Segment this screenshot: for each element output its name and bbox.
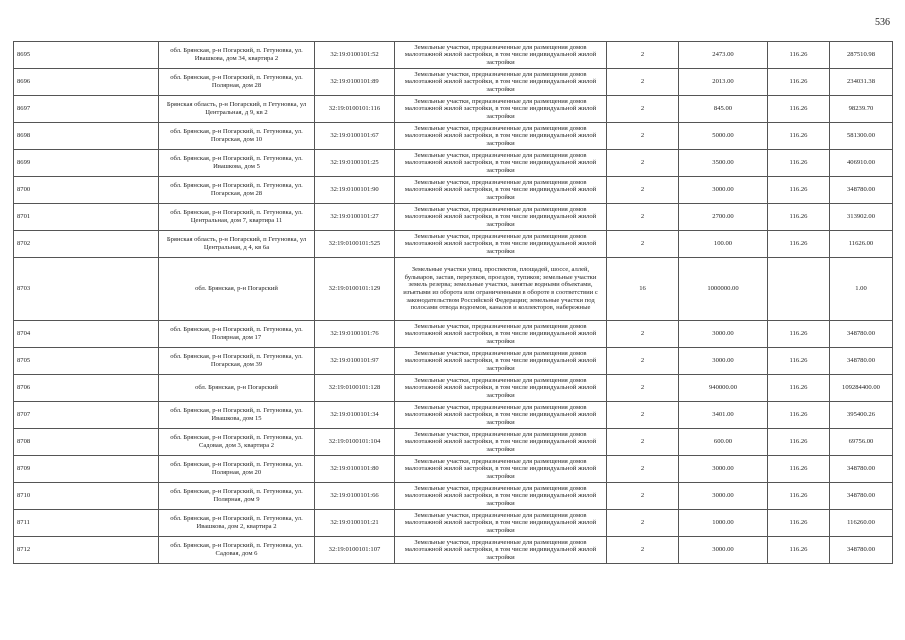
cadastral-value-cell: 348780.00 (830, 483, 893, 510)
cadastral-value-cell: 98239.70 (830, 96, 893, 123)
address-cell: обл. Брянская, р-н Погарский, п. Гетуновка, ул. Садовая, дом 6 (159, 537, 315, 564)
cadastral-value-table (13, 41, 893, 564)
land-use-cell: Земельные участки, предназначенные для размещения домов малоэтажной жилой застройки, в том числе индивидуальной жилой застройки (395, 429, 607, 456)
cadastral-number-cell: 32:19:0100101:116 (315, 96, 395, 123)
address-cell: обл. Брянская, р-н Погарский, п. Гетуновка, ул. Полярная, дом 17 (159, 321, 315, 348)
cadastral-value-cell: 11626.00 (830, 231, 893, 258)
row-number: 8703 (14, 258, 159, 321)
cadastral-number-cell: 32:19:0100101:21 (315, 510, 395, 537)
land-use-cell: Земельные участки, предназначенные для размещения домов малоэтажной жилой застройки, в том числе индивидуальной жилой застройки (395, 321, 607, 348)
cadastral-number-cell: 32:19:0100101:90 (315, 177, 395, 204)
row-number: 8696 (14, 69, 159, 96)
land-use-cell: Земельные участки, предназначенные для размещения домов малоэтажной жилой застройки, в том числе индивидуальной жилой застройки (395, 231, 607, 258)
land-use-cell: Земельные участки, предназначенные для размещения домов малоэтажной жилой застройки, в том числе индивидуальной жилой застройки (395, 96, 607, 123)
land-use-cell: Земельные участки, предназначенные для размещения домов малоэтажной жилой застройки, в том числе индивидуальной жилой застройки (395, 123, 607, 150)
cadastral-value-cell: 109284400.00 (830, 375, 893, 402)
land-use-cell: Земельные участки, предназначенные для размещения домов малоэтажной жилой застройки, в том числе индивидуальной жилой застройки (395, 348, 607, 375)
rate-cell: 116.26 (768, 204, 830, 231)
area-cell: 2013.00 (679, 69, 768, 96)
area-cell: 100.00 (679, 231, 768, 258)
address-cell: обл. Брянская, р-н Погарский, п. Гетуновка, ул. Погарская, дом 10 (159, 123, 315, 150)
row-number: 8699 (14, 150, 159, 177)
address-cell: обл. Брянская, р-н Погарский, п. Гетуновка, ул. Ивашкова, дом 34, квартира 2 (159, 42, 315, 69)
address-cell: обл. Брянская, р-н Погарский, п. Гетуновка, ул. Полярная, дом 28 (159, 69, 315, 96)
area-cell: 3000.00 (679, 321, 768, 348)
cadastral-number-cell: 32:19:0100101:27 (315, 204, 395, 231)
cadastral-value-cell: 406910.00 (830, 150, 893, 177)
group-cell: 2 (607, 456, 679, 483)
land-use-cell: Земельные участки, предназначенные для размещения домов малоэтажной жилой застройки, в том числе индивидуальной жилой застройки (395, 204, 607, 231)
cadastral-value-cell: 116260.00 (830, 510, 893, 537)
table-row (14, 204, 893, 231)
group-cell: 2 (607, 429, 679, 456)
table-row (14, 69, 893, 96)
table-row (14, 177, 893, 204)
table-row (14, 510, 893, 537)
cadastral-number-cell: 32:19:0100101:80 (315, 456, 395, 483)
table-body (14, 42, 893, 564)
rate-cell: 116.26 (768, 96, 830, 123)
cadastral-number-cell: 32:19:0100101:129 (315, 258, 395, 321)
group-cell: 2 (607, 42, 679, 69)
address-cell: обл. Брянская, р-н Погарский, п. Гетуновка, ул. Ивашкова, дом 5 (159, 150, 315, 177)
cadastral-value-cell: 313902.00 (830, 204, 893, 231)
rate-cell: 116.26 (768, 42, 830, 69)
row-number: 8698 (14, 123, 159, 150)
page-number: 536 (875, 17, 890, 28)
cadastral-value-cell: 348780.00 (830, 348, 893, 375)
rate-cell: 116.26 (768, 375, 830, 402)
table-row (14, 231, 893, 258)
area-cell: 940000.00 (679, 375, 768, 402)
table-row (14, 537, 893, 564)
land-use-cell: Земельные участки, предназначенные для размещения домов малоэтажной жилой застройки, в том числе индивидуальной жилой застройки (395, 375, 607, 402)
area-cell: 1000000.00 (679, 258, 768, 321)
cadastral-number-cell: 32:19:0100101:67 (315, 123, 395, 150)
cadastral-value-cell: 348780.00 (830, 537, 893, 564)
address-cell: обл. Брянская, р-н Погарский, п. Гетуновка, ул. Садовая, дом 3, квартира 2 (159, 429, 315, 456)
land-use-cell: Земельные участки, предназначенные для размещения домов малоэтажной жилой застройки, в том числе индивидуальной жилой застройки (395, 42, 607, 69)
rate-cell: 116.26 (768, 537, 830, 564)
table-row (14, 483, 893, 510)
cadastral-value-cell: 69756.00 (830, 429, 893, 456)
land-use-cell: Земельные участки, предназначенные для размещения домов малоэтажной жилой застройки, в том числе индивидуальной жилой застройки (395, 537, 607, 564)
address-cell: обл. Брянская, р-н Погарский (159, 375, 315, 402)
rate-cell: 116.26 (768, 510, 830, 537)
table-row (14, 456, 893, 483)
table-row (14, 96, 893, 123)
land-use-cell: Земельные участки, предназначенные для размещения домов малоэтажной жилой застройки, в том числе индивидуальной жилой застройки (395, 150, 607, 177)
row-number: 8707 (14, 402, 159, 429)
address-cell: обл. Брянская, р-н Погарский, п. Гетуновка, ул. Ивашкова, дом 2, квартира 2 (159, 510, 315, 537)
cadastral-value-cell: 348780.00 (830, 321, 893, 348)
table-row (14, 123, 893, 150)
table-row (14, 321, 893, 348)
address-cell: обл. Брянская, р-н Погарский, п. Гетуновка, ул. Ивашкова, дом 15 (159, 402, 315, 429)
table-row (14, 429, 893, 456)
row-number: 8711 (14, 510, 159, 537)
table-row (14, 375, 893, 402)
cadastral-number-cell: 32:19:0100101:104 (315, 429, 395, 456)
rate-cell: 116.26 (768, 402, 830, 429)
cadastral-number-cell: 32:19:0100101:107 (315, 537, 395, 564)
row-number: 8705 (14, 348, 159, 375)
group-cell: 2 (607, 321, 679, 348)
rate-cell: 116.26 (768, 429, 830, 456)
group-cell: 2 (607, 150, 679, 177)
group-cell: 2 (607, 483, 679, 510)
area-cell: 3000.00 (679, 456, 768, 483)
row-number: 8704 (14, 321, 159, 348)
rate-cell: 116.26 (768, 483, 830, 510)
address-cell: обл. Брянская, р-н Погарский, п. Гетуновка, ул. Полярная, дом 20 (159, 456, 315, 483)
group-cell: 16 (607, 258, 679, 321)
table-row (14, 402, 893, 429)
area-cell: 600.00 (679, 429, 768, 456)
cadastral-number-cell: 32:19:0100101:34 (315, 402, 395, 429)
land-use-cell: Земельные участки, предназначенные для размещения домов малоэтажной жилой застройки, в том числе индивидуальной жилой застройки (395, 177, 607, 204)
cadastral-value-cell: 287510.98 (830, 42, 893, 69)
row-number: 8702 (14, 231, 159, 258)
cadastral-number-cell: 32:19:0100101:66 (315, 483, 395, 510)
table-row (14, 258, 893, 321)
address-cell: обл. Брянская, р-н Погарский, п. Гетуновка, ул. Полярная, дом 9 (159, 483, 315, 510)
table-row (14, 348, 893, 375)
table-row (14, 42, 893, 69)
address-cell: Брянская область, р-н Погарский, п Гетуновка, ул Центральная, д 9, кв 2 (159, 96, 315, 123)
rate-cell: 116.26 (768, 321, 830, 348)
land-use-cell: Земельные участки, предназначенные для размещения домов малоэтажной жилой застройки, в том числе индивидуальной жилой застройки (395, 69, 607, 96)
area-cell: 2473.00 (679, 42, 768, 69)
cadastral-value-cell: 581300.00 (830, 123, 893, 150)
area-cell: 3000.00 (679, 348, 768, 375)
row-number: 8695 (14, 42, 159, 69)
cadastral-number-cell: 32:19:0100101:89 (315, 69, 395, 96)
address-cell: обл. Брянская, р-н Погарский, п. Гетуновка, ул. Центральная, дом 7, квартира 11 (159, 204, 315, 231)
group-cell: 2 (607, 96, 679, 123)
area-cell: 3000.00 (679, 177, 768, 204)
row-number: 8697 (14, 96, 159, 123)
cadastral-number-cell: 32:19:0100101:525 (315, 231, 395, 258)
cadastral-number-cell: 32:19:0100101:25 (315, 150, 395, 177)
cadastral-value-cell: 395400.26 (830, 402, 893, 429)
area-cell: 3401.00 (679, 402, 768, 429)
address-cell: обл. Брянская, р-н Погарский (159, 258, 315, 321)
area-cell: 3000.00 (679, 483, 768, 510)
land-use-cell: Земельные участки, предназначенные для размещения домов малоэтажной жилой застройки, в том числе индивидуальной жилой застройки (395, 456, 607, 483)
rate-cell: 116.26 (768, 456, 830, 483)
row-number: 8712 (14, 537, 159, 564)
area-cell: 3000.00 (679, 537, 768, 564)
cadastral-value-cell: 1.00 (830, 258, 893, 321)
land-use-cell: Земельные участки улиц, проспектов, площадей, шоссе, аллей, бульваров, застав, переулков, проездов, тупиков; земельные участки земель резерва; земельные участки, занятые водными объектами, изъятыми из оборота или ограниченными в обороте в соответствии с законодательством Российской Федерации; земельные участки под полосами отвода водоемов, каналов и коллекторов, набережные (395, 258, 607, 321)
area-cell: 845.00 (679, 96, 768, 123)
address-cell: Брянская область, р-н Погарский, п Гетуновка, ул Центральная, д 4, кв 6а (159, 231, 315, 258)
group-cell: 2 (607, 177, 679, 204)
address-cell: обл. Брянская, р-н Погарский, п. Гетуновка, ул. Погарская, дом 28 (159, 177, 315, 204)
row-number: 8708 (14, 429, 159, 456)
row-number: 8701 (14, 204, 159, 231)
rate-cell (768, 258, 830, 321)
cadastral-number-cell: 32:19:0100101:76 (315, 321, 395, 348)
row-number: 8706 (14, 375, 159, 402)
row-number: 8710 (14, 483, 159, 510)
rate-cell: 116.26 (768, 348, 830, 375)
cadastral-value-cell: 348780.00 (830, 177, 893, 204)
group-cell: 2 (607, 510, 679, 537)
table-row (14, 150, 893, 177)
cadastral-value-cell: 348780.00 (830, 456, 893, 483)
land-use-cell: Земельные участки, предназначенные для размещения домов малоэтажной жилой застройки, в том числе индивидуальной жилой застройки (395, 402, 607, 429)
land-use-cell: Земельные участки, предназначенные для размещения домов малоэтажной жилой застройки, в том числе индивидуальной жилой застройки (395, 510, 607, 537)
row-number: 8709 (14, 456, 159, 483)
group-cell: 2 (607, 348, 679, 375)
cadastral-number-cell: 32:19:0100101:128 (315, 375, 395, 402)
group-cell: 2 (607, 204, 679, 231)
area-cell: 1000.00 (679, 510, 768, 537)
group-cell: 2 (607, 69, 679, 96)
area-cell: 2700.00 (679, 204, 768, 231)
cadastral-value-cell: 234031.38 (830, 69, 893, 96)
cadastral-number-cell: 32:19:0100101:97 (315, 348, 395, 375)
group-cell: 2 (607, 402, 679, 429)
group-cell: 2 (607, 123, 679, 150)
area-cell: 3500.00 (679, 150, 768, 177)
area-cell: 5000.00 (679, 123, 768, 150)
group-cell: 2 (607, 537, 679, 564)
rate-cell: 116.26 (768, 69, 830, 96)
cadastral-number-cell: 32:19:0100101:52 (315, 42, 395, 69)
rate-cell: 116.26 (768, 231, 830, 258)
group-cell: 2 (607, 231, 679, 258)
rate-cell: 116.26 (768, 123, 830, 150)
land-use-cell: Земельные участки, предназначенные для размещения домов малоэтажной жилой застройки, в том числе индивидуальной жилой застройки (395, 483, 607, 510)
address-cell: обл. Брянская, р-н Погарский, п. Гетуновка, ул. Погарская, дом 39 (159, 348, 315, 375)
row-number: 8700 (14, 177, 159, 204)
group-cell: 2 (607, 375, 679, 402)
rate-cell: 116.26 (768, 177, 830, 204)
rate-cell: 116.26 (768, 150, 830, 177)
